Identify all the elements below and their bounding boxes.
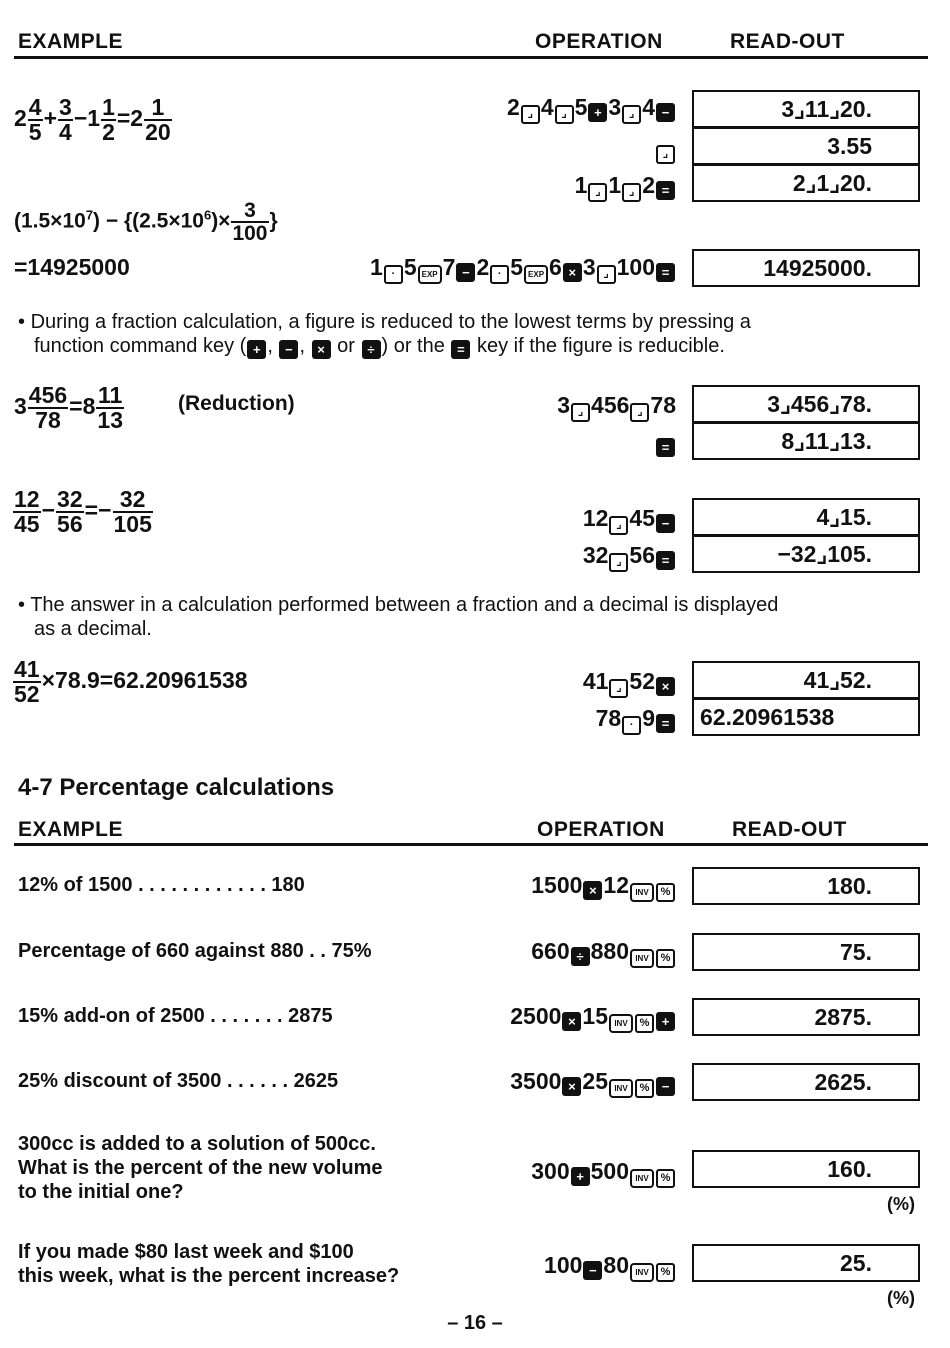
frac-key-icon: ⌟	[571, 403, 590, 422]
divide-key-icon: ÷	[571, 947, 590, 966]
reduction-label: (Reduction)	[178, 392, 295, 415]
example-4-expression: $\frac{12}{45}$ − $\frac{32}{56}$ =− $\frac{32}{105}$	[14, 486, 152, 537]
percent-example-label: 15% add-on of 2500 . . . . . . . 2875	[18, 1005, 333, 1027]
inv-key-icon: INV	[609, 1079, 633, 1098]
example-1-operation-3: 1 ⌟ 1 ⌟ 2 =	[575, 172, 676, 202]
example-3-operation-1: 3 ⌟ 456 ⌟ 78	[557, 392, 676, 422]
minus-key-icon: −	[656, 514, 675, 533]
example-header: EXAMPLE	[18, 818, 124, 841]
readout-box: 14925000.	[692, 249, 920, 287]
percent-operation: 3500 × 25 INV % −	[510, 1068, 676, 1098]
exp-key-icon: EXP	[418, 265, 442, 284]
readout-box: 180.	[692, 867, 920, 905]
percent-operation: 300 + 500 INV %	[531, 1158, 676, 1188]
example-1-expression: 2 $\frac{4}{5}$ + $\frac{3}{4}$ −1 $\frac{1}{2}$ =2 $\frac{1}{20}$	[14, 94, 171, 145]
inv-key-icon: INV	[630, 1263, 654, 1282]
example-3-operation-2	[655, 429, 676, 457]
section-title: 4-7 Percentage calculations	[18, 774, 335, 801]
example-1-operation-1: 2 ⌟ 4 ⌟ 5 + 3 ⌟ 4 −	[507, 94, 676, 124]
plus-key-icon: +	[588, 103, 607, 122]
percent-key-icon: %	[656, 949, 675, 968]
example-2-expression: $(1.5\times 10^7) - \{(2.5\times 10^6)\times$ $\frac{3}{100}$ }	[14, 199, 278, 245]
frac-key-icon: ⌟	[609, 679, 628, 698]
example-3-expression: 3 $\frac{456}{78}$ =8 $\frac{11}{13}$	[14, 382, 123, 433]
page-number: – 16 –	[447, 1312, 503, 1334]
percent-question-2: If you made $80 last week and $100 this week, what is the percent increase?	[18, 1241, 400, 1287]
readout-box: 75.	[692, 933, 920, 971]
minus-key-icon: −	[279, 340, 298, 359]
header-rule	[14, 843, 928, 846]
equals-key-icon: =	[656, 263, 675, 282]
inv-key-icon: INV	[630, 949, 654, 968]
decimal-key-icon: ·	[490, 265, 509, 284]
plus-key-icon: +	[656, 1012, 675, 1031]
readout-box: 2875.	[692, 998, 920, 1036]
inv-key-icon: INV	[630, 883, 654, 902]
minus-key-icon: −	[656, 103, 675, 122]
equals-key-icon: =	[656, 714, 675, 733]
readout-header: READ-OUT	[730, 30, 845, 53]
decimal-key-icon: ·	[384, 265, 403, 284]
frac-key-icon: ⌟	[609, 553, 628, 572]
decimal-key-icon: ·	[622, 716, 641, 735]
times-key-icon: ×	[312, 340, 331, 359]
times-key-icon: ×	[563, 263, 582, 282]
readout-box: 25.	[692, 1244, 920, 1282]
readout-box: 3.55	[692, 127, 920, 165]
percent-key-icon: %	[656, 883, 675, 902]
readout-box: 3⌟11⌟20.	[692, 90, 920, 128]
operation-header: OPERATION	[535, 30, 663, 53]
readout-box: −32⌟105.	[692, 535, 920, 573]
equals-key-icon: =	[656, 438, 675, 457]
example-2-result: =14925000	[14, 254, 130, 280]
example-4-operation-2: 32 ⌟ 56 =	[583, 542, 676, 572]
example-header: EXAMPLE	[18, 30, 124, 53]
frac-key-icon: ⌟	[597, 265, 616, 284]
readout-box: 2625.	[692, 1063, 920, 1101]
frac-key-icon: ⌟	[630, 403, 649, 422]
inv-key-icon: INV	[609, 1014, 633, 1033]
readout-box: 62.20961538	[692, 698, 920, 736]
percent-example-label: Percentage of 660 against 880 . . 75%	[18, 940, 372, 962]
equals-key-icon: =	[451, 340, 470, 359]
note-decimal: • The answer in a calculation performed between a fraction and a decimal is displayed as a decimal.	[18, 594, 779, 640]
percent-question-1: 300cc is added to a solution of 500cc. What is the percent of the new volume to the initial one?	[18, 1133, 383, 1203]
example-5-operation-1: 41 ⌟ 52 ×	[583, 668, 676, 698]
operation-header: OPERATION	[537, 818, 665, 841]
frac-key-icon: ⌟	[588, 183, 607, 202]
plus-key-icon: +	[247, 340, 266, 359]
times-key-icon: ×	[656, 677, 675, 696]
frac-key-icon: ⌟	[609, 516, 628, 535]
readout-box: 2⌟1⌟20.	[692, 164, 920, 202]
divide-key-icon: ÷	[362, 340, 381, 359]
frac-key-icon: ⌟	[555, 105, 574, 124]
header-rule	[14, 56, 928, 59]
times-key-icon: ×	[583, 881, 602, 900]
frac-key-icon: ⌟	[622, 183, 641, 202]
example-2-operation: 1 · 5 EXP 7 − 2 · 5 EXP 6 × 3 ⌟ 100 =	[370, 254, 676, 284]
readout-box: 8⌟11⌟13.	[692, 422, 920, 460]
percent-operation: 660 ÷ 880 INV %	[531, 938, 676, 968]
frac-key-icon: ⌟	[521, 105, 540, 124]
percent-unit: (%)	[887, 1288, 915, 1308]
readout-box: 4⌟15.	[692, 498, 920, 536]
plus-key-icon: +	[571, 1167, 590, 1186]
minus-key-icon: −	[456, 263, 475, 282]
note-reduction: • During a fraction calculation, a figure is reduced to the lowest terms by pressing a function command key ( + , − , × or ÷ ) or the = key if the figure is reducible.	[18, 311, 751, 357]
percent-example-label: 25% discount of 3500 . . . . . . 2625	[18, 1070, 339, 1092]
times-key-icon: ×	[562, 1077, 581, 1096]
readout-box: 160.	[692, 1150, 920, 1188]
percent-operation: 2500 × 15 INV % +	[510, 1003, 676, 1033]
percent-key-icon: %	[635, 1014, 654, 1033]
inv-key-icon: INV	[630, 1169, 654, 1188]
percent-key-icon: %	[635, 1079, 654, 1098]
readout-header: READ-OUT	[732, 818, 847, 841]
percent-key-icon: %	[656, 1169, 675, 1188]
readout-box: 3⌟456⌟78.	[692, 385, 920, 423]
percent-example-label: 12% of 1500 . . . . . . . . . . . . 180	[18, 874, 305, 896]
readout-box: 41⌟52.	[692, 661, 920, 699]
frac-key-icon: ⌟	[656, 145, 675, 164]
example-5-operation-2: 78 · 9 =	[596, 705, 676, 735]
example-5-expression: $\frac{41}{52}$ ×78.9=62.20961538	[14, 656, 248, 707]
minus-key-icon: −	[583, 1261, 602, 1280]
percent-operation: 1500 × 12 INV %	[531, 872, 676, 902]
times-key-icon: ×	[562, 1012, 581, 1031]
example-1-operation-2	[655, 134, 676, 164]
equals-key-icon: =	[656, 181, 675, 200]
minus-key-icon: −	[656, 1077, 675, 1096]
equals-key-icon: =	[656, 551, 675, 570]
percent-operation: 100 − 80 INV %	[544, 1252, 676, 1282]
percent-unit: (%)	[887, 1194, 915, 1214]
exp-key-icon: EXP	[524, 265, 548, 284]
frac-key-icon: ⌟	[622, 105, 641, 124]
percent-key-icon: %	[656, 1263, 675, 1282]
example-4-operation-1: 12 ⌟ 45 −	[583, 505, 676, 535]
